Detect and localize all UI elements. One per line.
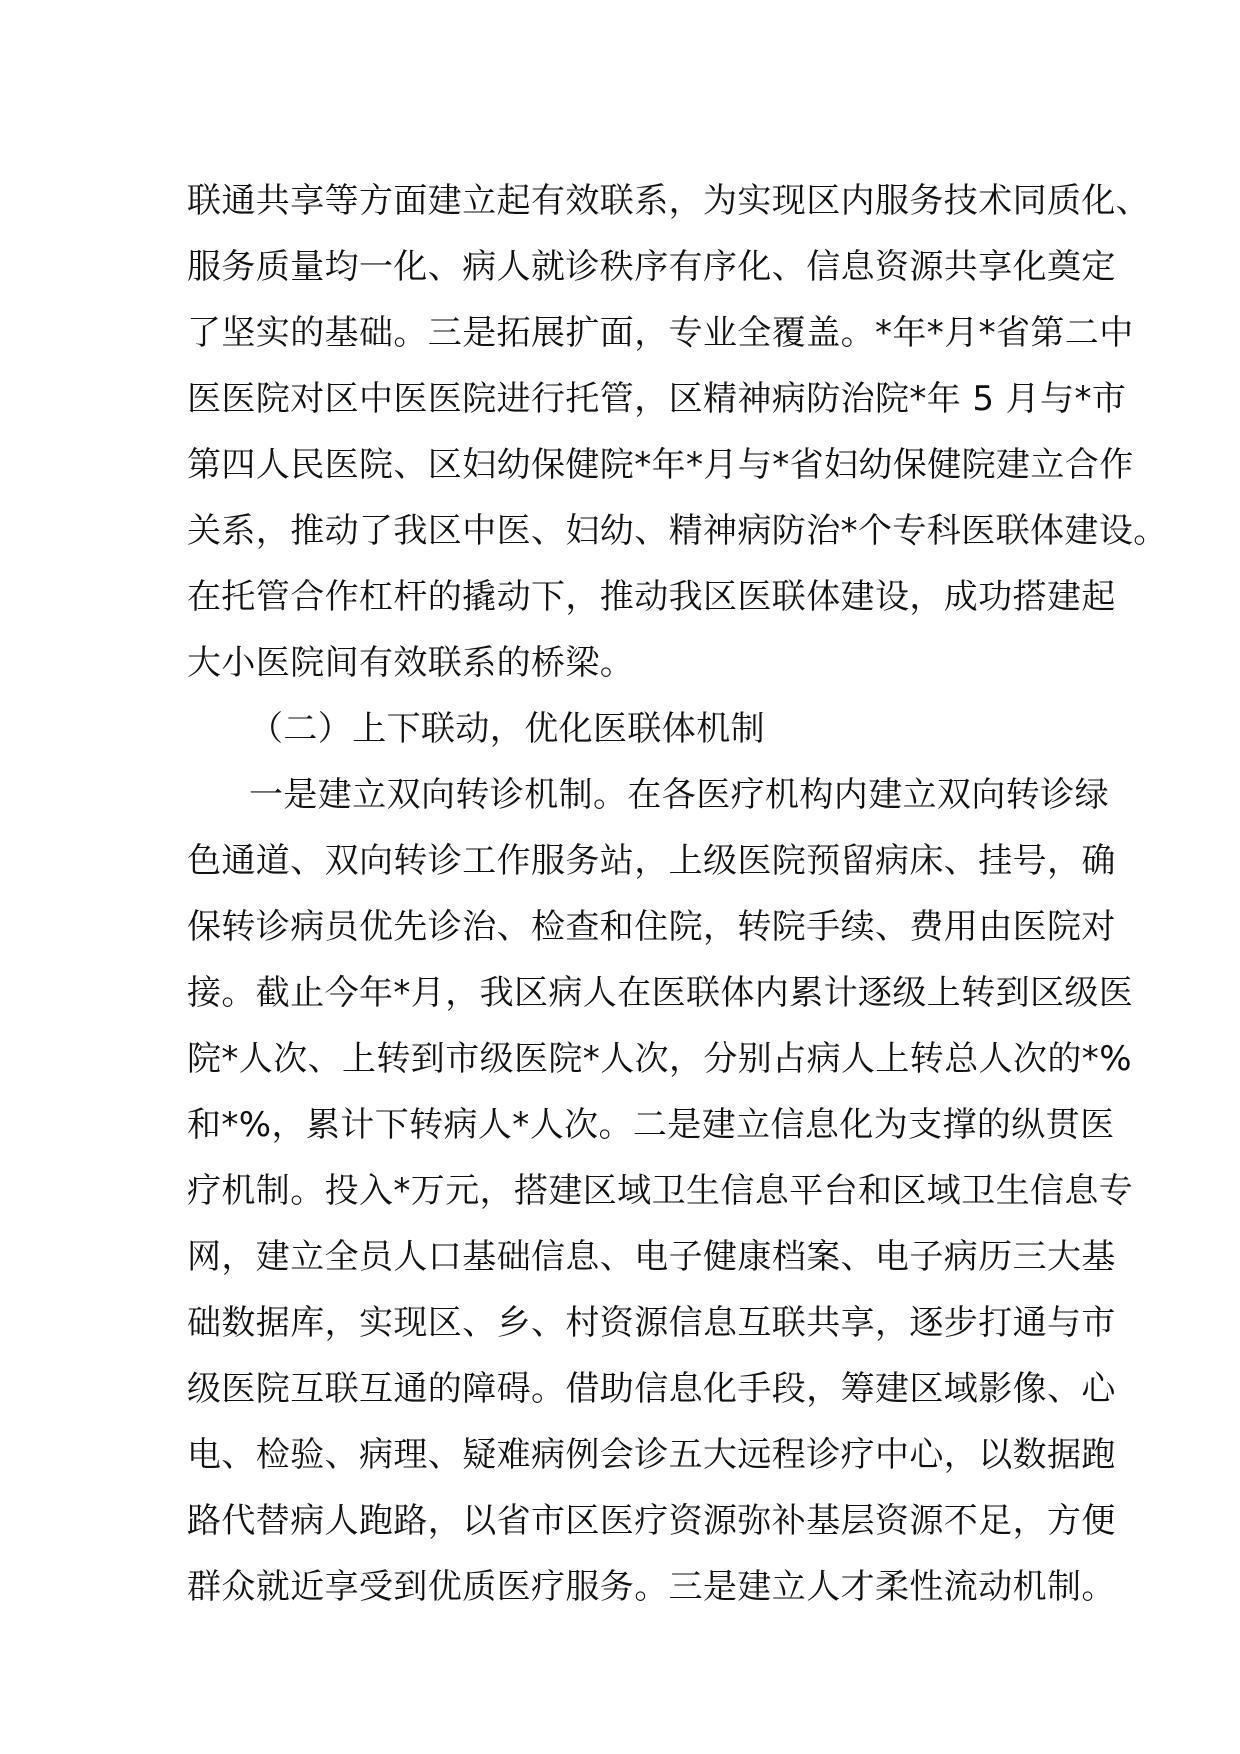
paragraph-line: 医医院对区中医医院进行托管，区精神病防治院*年 5 月与*市: [187, 379, 1127, 419]
paragraph-line: 和*%，累计下转病人*人次。二是建立信息化为支撑的纵贯医: [187, 1105, 1115, 1145]
paragraph-line: 服务质量均一化、病人就诊秩序有序化、信息资源共享化奠定: [187, 247, 1116, 287]
paragraph-line: 关系，推动了我区中医、妇幼、精神病防治*个专科医联体建设。: [187, 511, 1168, 551]
paragraph-line: 院*人次、上转到市级医院*人次，分别占病人上转总人次的*%: [187, 1039, 1132, 1079]
paragraph-line: 第四人民医院、区妇幼保健院*年*月与*省妇幼保健院建立合作: [187, 445, 1134, 485]
paragraph-line: 接。截止今年*月，我区病人在医联体内累计逐级上转到区级医: [187, 973, 1134, 1013]
paragraph-line: 在托管合作杠杆的撬动下，推动我区医联体建设，成功搭建起: [187, 577, 1116, 617]
paragraph-line: 疗机制。投入*万元，搭建区域卫生信息平台和区域卫生信息专: [187, 1171, 1134, 1211]
paragraph-line: 一是建立双向转诊机制。在各医疗机构内建立双向转诊绿: [249, 775, 1109, 815]
paragraph-line: 保转诊病员优先诊治、检查和住院，转院手续、费用由医院对: [187, 907, 1116, 947]
body-text: [187, 168, 1168, 1620]
paragraph-line: 色通道、双向转诊工作服务站，上级医院预留病床、挂号，确: [187, 841, 1116, 881]
paragraph-line: 路代替病人跑路，以省市区医疗资源弥补基层资源不足，方便: [187, 1501, 1116, 1541]
paragraph-line: 群众就近享受到优质医疗服务。三是建立人才柔性流动机制。: [187, 1567, 1116, 1607]
paragraph-line: 大小医院间有效联系的桥梁。: [187, 643, 635, 683]
paragraph-line: 级医院互联互通的障碍。借助信息化手段，筹建区域影像、心: [187, 1369, 1116, 1409]
paragraph-line: 础数据库，实现区、乡、村资源信息互联共享，逐步打通与市: [187, 1303, 1116, 1343]
section-heading: （二）上下联动，优化医联体机制: [249, 709, 765, 749]
paragraph-line: 网，建立全员人口基础信息、电子健康档案、电子病历三大基: [187, 1237, 1116, 1277]
paragraph-line: 了坚实的基础。三是拓展扩面，专业全覆盖。*年*月*省第二中: [187, 313, 1134, 353]
paragraph-line: 电、检验、病理、疑难病例会诊五大远程诊疗中心，以数据跑: [187, 1435, 1116, 1475]
paragraph-line: 联通共享等方面建立起有效联系，为实现区内服务技术同质化、: [187, 181, 1151, 221]
